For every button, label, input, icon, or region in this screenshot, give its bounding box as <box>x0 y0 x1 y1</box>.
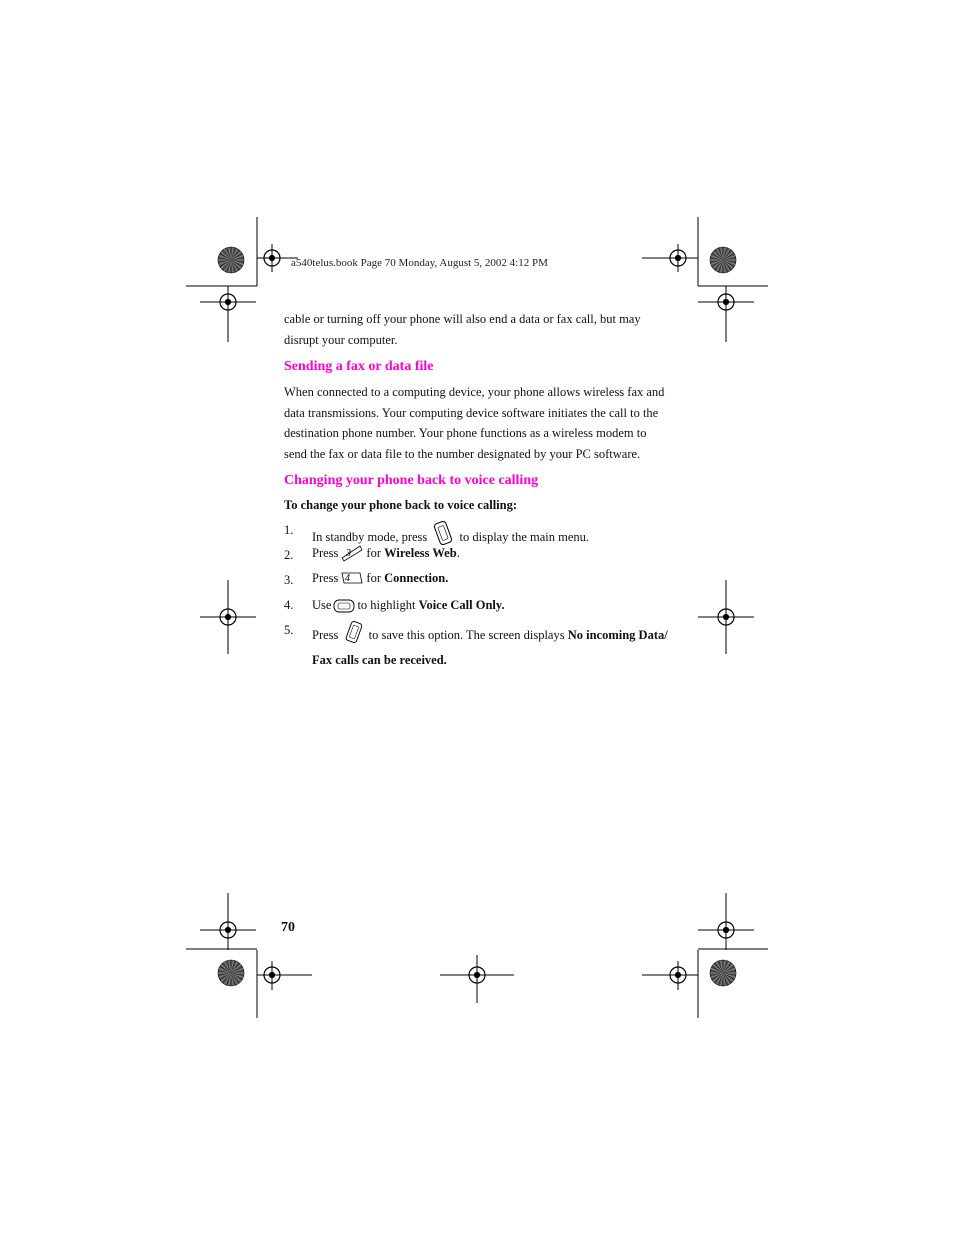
step-3-text <box>312 568 448 593</box>
page-number: 70 <box>281 920 295 935</box>
step-number: 2. <box>284 548 294 562</box>
step-number: 4. <box>284 598 294 612</box>
menu-name-wireless-web: Wireless Web <box>384 546 457 560</box>
key-4-icon <box>340 569 364 593</box>
key-3-icon <box>340 544 364 568</box>
step-text-before: Use <box>312 598 332 612</box>
menu-name-voice-call-only: Voice Call Only. <box>418 598 505 612</box>
heading-sending-fax: Sending a fax or data file <box>284 359 434 374</box>
step-number: 3. <box>284 573 294 587</box>
step-text-before: Press <box>312 546 339 560</box>
print-slug: a540telus.book Page 70 Monday, August 5, 2002 4:12 PM <box>291 257 548 269</box>
step-2-text <box>312 543 460 568</box>
key-4-label: 4 <box>345 573 351 584</box>
navigation-key-icon <box>333 598 355 620</box>
step-text-after: for <box>366 571 381 585</box>
step-text-after: to highlight <box>357 598 416 612</box>
screen-message-line-1: No incoming Data/ <box>567 628 668 642</box>
step-text-before: Press <box>312 571 339 585</box>
step-text-before: In standby mode, press <box>312 530 428 544</box>
step-text-after: for <box>366 546 381 560</box>
menu-ok-key-icon <box>344 620 364 650</box>
heading-voice-calling: Changing your phone back to voice calling <box>284 473 539 488</box>
step-text-tail: . <box>456 546 460 560</box>
step-5-text <box>312 620 668 670</box>
step-text-after: to save this option. The screen displays <box>368 628 565 642</box>
screen-message-line-2: Fax calls can be received. <box>312 653 447 667</box>
step-text-before: Press <box>312 628 339 642</box>
procedure-intro: To change your phone back to voice calling: <box>284 498 518 512</box>
step-text-after: to display the main menu. <box>459 530 590 544</box>
continuation-paragraph: cable or turning off your phone will also end a data or fax call, but may disrupt your computer. <box>284 312 641 347</box>
fax-paragraph: When connected to a computing device, your phone allows wireless fax and data transmissions. Your computing device software initiates the call to the destination phone number. Your phone functions as a wireless modem to send the fax or data file to the number designated by your PC software. <box>284 385 665 461</box>
step-number: 5. <box>284 623 294 637</box>
menu-name-connection: Connection. <box>384 571 449 585</box>
step-4-text <box>312 595 505 620</box>
key-3-label: 3 <box>346 548 352 559</box>
step-number: 1. <box>284 523 294 537</box>
